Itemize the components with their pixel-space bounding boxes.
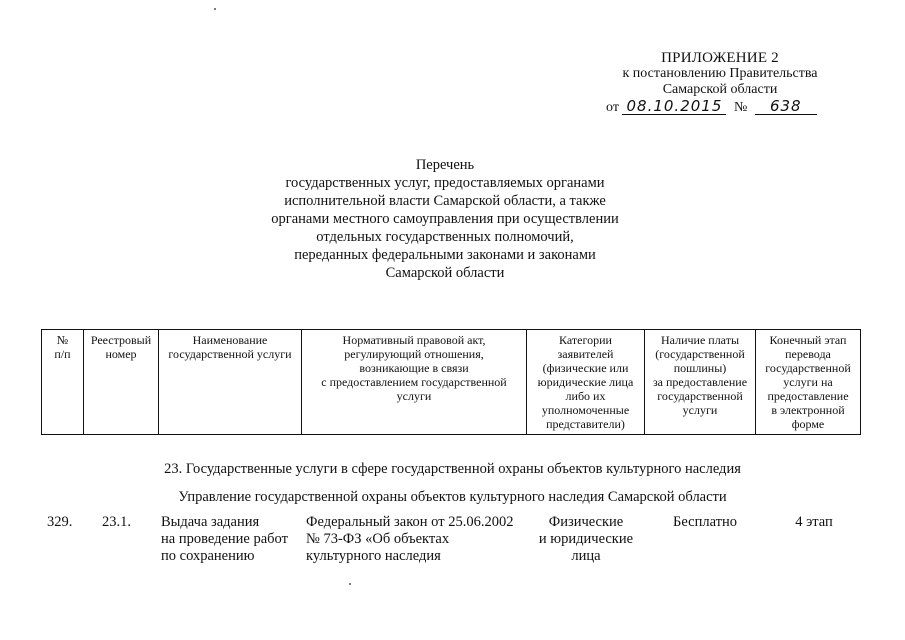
service-name-line: по сохранению (161, 548, 255, 564)
header-line: перевода (785, 347, 831, 361)
heading-line: государственных услуг, предоставляемых органами (285, 175, 605, 191)
heading-line: Самарской области (385, 265, 505, 281)
col-header-registry (84, 330, 159, 435)
heading-line: исполнительной власти Самарской области, а также (284, 193, 606, 209)
row-legal-act (306, 514, 526, 565)
header-line: пошлины) (673, 361, 727, 375)
header-line: Нормативный правовой акт, (342, 333, 486, 347)
header-line: форме (791, 417, 825, 431)
annex-line-2: Самарской области (662, 82, 778, 97)
annex-date-line (560, 99, 880, 116)
services-table-header (41, 329, 861, 435)
header-line: Наличие платы (660, 333, 740, 347)
legal-act-line: № 73-ФЗ «Об объектах (306, 531, 450, 547)
annex-line-1: к постановлению Правительства (622, 66, 818, 81)
header-line: № (56, 333, 69, 347)
col-header-applicants (527, 330, 645, 435)
header-line: с предоставлением государственной (321, 375, 507, 389)
applicants-line: и юридические (538, 531, 634, 547)
heading-line: отдельных государственных полномочий, (316, 229, 574, 245)
header-line: за предоставление (652, 375, 748, 389)
col-header-service-name (159, 330, 302, 435)
annex-title: ПРИЛОЖЕНИЕ 2 (661, 50, 779, 66)
heading-line: Перечень (415, 157, 475, 173)
header-line: услуги (396, 389, 432, 403)
header-line: п/п (54, 347, 71, 361)
applicants-line: лица (571, 548, 601, 564)
row-number: 329. (47, 514, 73, 530)
applicants-line: Физические (548, 514, 624, 530)
col-header-number (42, 330, 84, 435)
header-line: государственной (765, 361, 851, 375)
heading-line: органами местного самоуправления при осуществлении (271, 211, 619, 227)
document-heading (190, 156, 700, 282)
row-fee: Бесплатно (673, 514, 737, 530)
header-line: Конечный этап (769, 333, 847, 347)
row-applicants (530, 514, 642, 565)
date-prefix: от (606, 100, 619, 115)
header-line: заявителей (557, 347, 614, 361)
service-name-line: на проведение работ (161, 531, 288, 547)
number-sign: № (733, 100, 748, 115)
col-header-fee (645, 330, 756, 435)
heading-line: переданных федеральными законами и законами (294, 247, 596, 263)
header-line: регулирующий отношения, (344, 347, 484, 361)
header-line: Категории (559, 333, 612, 347)
service-name-line: Выдача задания (161, 514, 260, 530)
header-line: услуги (682, 403, 718, 417)
header-line: (государственной (655, 347, 745, 361)
department-title: Управление государственной охраны объектов культурного наследия Самарской области (178, 489, 727, 505)
header-line: Реестровый (90, 333, 152, 347)
header-line: представители) (546, 417, 625, 431)
header-line: в электронной (771, 403, 845, 417)
header-line: (физические или (542, 361, 629, 375)
header-line: предоставление (767, 389, 849, 403)
legal-act-line: Федеральный закон от 25.06.2002 (306, 514, 514, 530)
table-header-row (42, 330, 861, 435)
header-line: Наименование (192, 333, 268, 347)
handwritten-number: 638 (755, 99, 817, 115)
row-service-name (161, 514, 303, 565)
row-final-stage: 4 этап (795, 514, 833, 530)
handwritten-date: 08.10.2015 (622, 99, 726, 115)
header-line: услуги на (783, 375, 833, 389)
scan-speck (349, 583, 351, 585)
header-line: юридические лица (537, 375, 634, 389)
header-line: либо их (565, 389, 606, 403)
header-line: государственной услуги (168, 347, 292, 361)
header-line: уполномоченные (541, 403, 630, 417)
legal-act-line: культурного наследия (306, 548, 441, 564)
row-registry-number: 23.1. (102, 514, 131, 530)
section-title: 23. Государственные услуги в сфере государственной охраны объектов культурного наследия (164, 461, 741, 477)
col-header-legal-act (302, 330, 527, 435)
header-line: номер (105, 347, 137, 361)
header-line: возникающие в связи (359, 361, 469, 375)
scan-speck (214, 8, 216, 10)
col-header-final-stage (756, 330, 861, 435)
annex-block (560, 50, 880, 116)
header-line: государственной (657, 389, 743, 403)
